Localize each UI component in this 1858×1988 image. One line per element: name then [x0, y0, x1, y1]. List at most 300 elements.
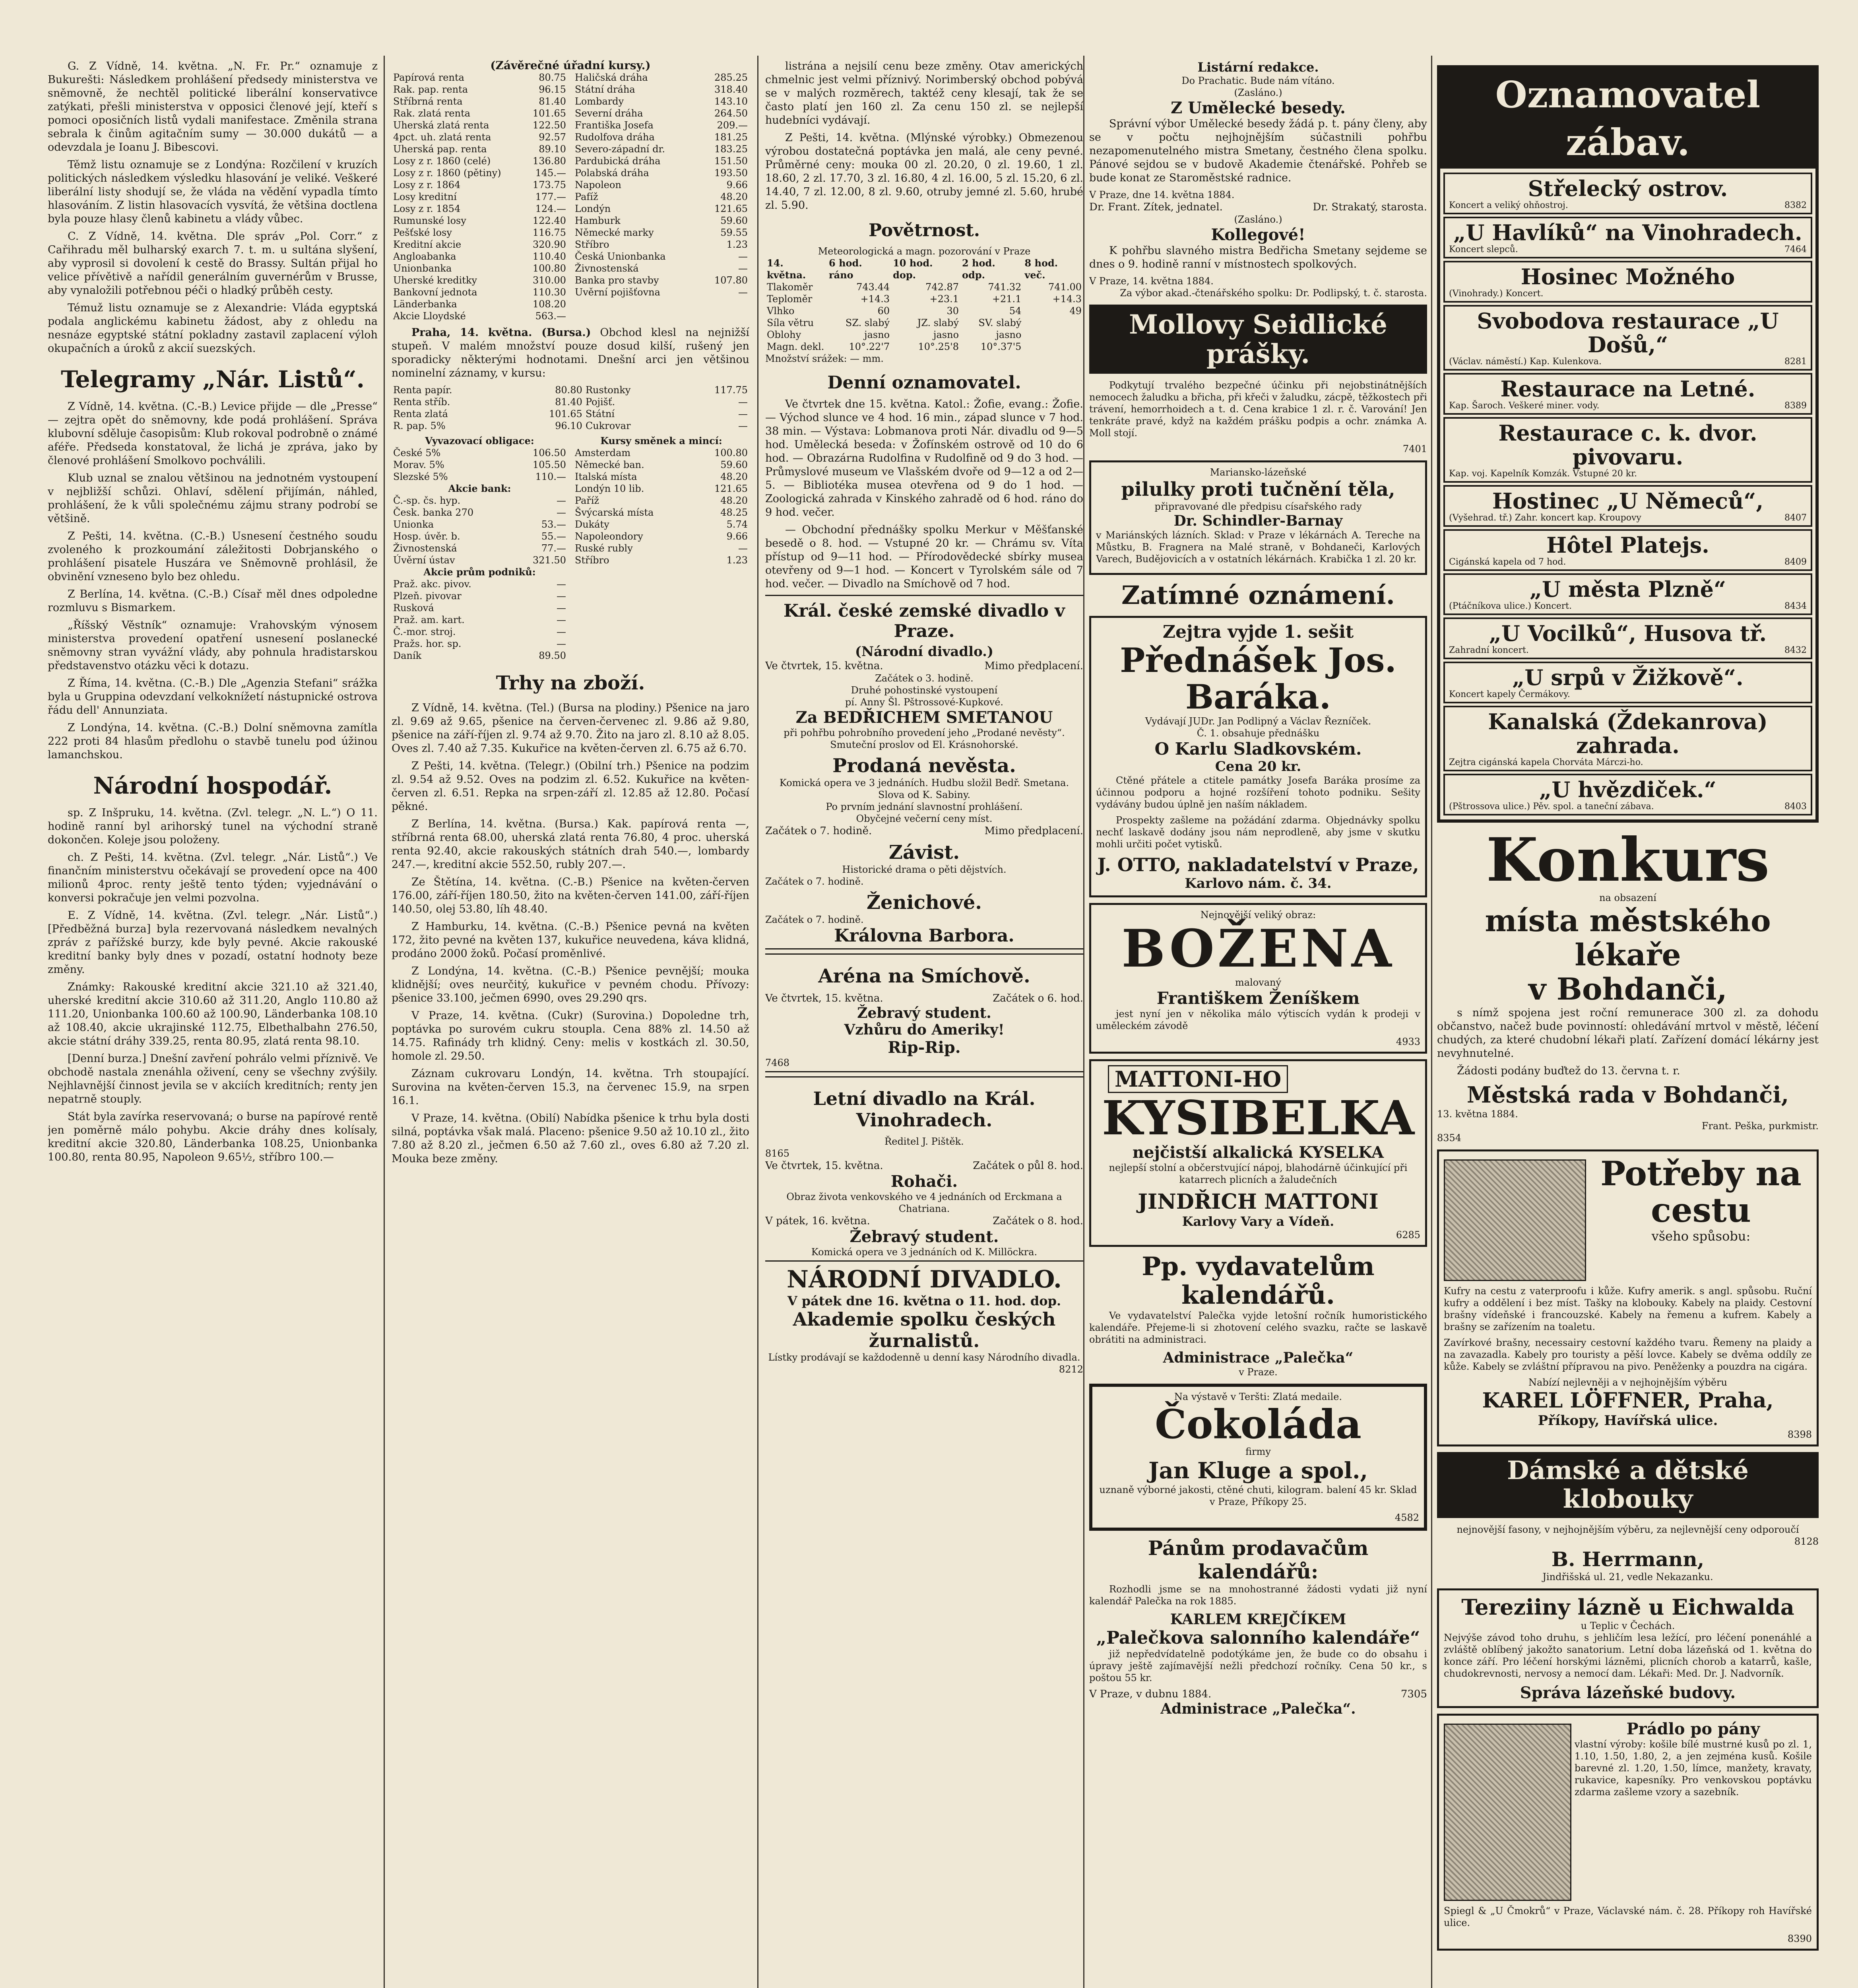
- news-paragraph: Z Pešti, 14. května. (C.-B.) Usnesení čestného soudu zvoleného k prozkoumání záležitosti Dobrjanského o prohlášení pisatele Huszára ve Sněmovně prohlásil, že obvinění vzneseno bylo bez ohledu.: [48, 530, 378, 583]
- weather-cell: JZ. slabý: [917, 317, 959, 328]
- pills-doctor: Dr. Schindler-Barnay: [1173, 513, 1343, 529]
- table-cell: 181.25: [714, 132, 748, 143]
- table-cell: Německé marky: [575, 227, 654, 238]
- table-cell: —: [557, 579, 566, 590]
- vinohrady-date: Ve čtvrtek, 15. května.: [765, 1160, 883, 1172]
- karlem-text: již nepředvídatelně podotýkáme jen, že bude co do obsahu i úpravy ještě zajímavější nežli předchozí ročníky. Cena 50 kr., s poštou 55 kr.: [1089, 1648, 1427, 1683]
- market-paragraph: V Praze, 14. května. (Cukr) (Surovina.) Dopoledne trh, poptávka po surovém cukru stoupla. Cena 88% zl. 14.50 až 14.75. Rafinády trh klidný. Ceny: melis v kostkách zl. 30.50, homole zl. 29.50.: [392, 1010, 749, 1062]
- sent-place: V Praze, 14. května 1884.: [1089, 276, 1214, 287]
- entertainment-item-title: Hôtel Platejs.: [1546, 532, 1709, 558]
- economy-heading: Národní hospodář.: [93, 772, 332, 799]
- konkurs-text: s nímž spojena jest roční remunerace 300 zl. za dohodu občanstvo, načež bude povinností: ohledávání mrtvol v městě, léčení chudých, za které chudobní lékaři platí. Zařízení domácí lékárny jest nevyhnutelné.: [1437, 1007, 1819, 1060]
- market-paragraph: V Praze, 14. května. (Obilí) Nabídka pšenice k trhu byla dosti silná, poptávka však malá. Placeno: pšenice 9.50 až 10.10 zl., žito 7.80 až 8.20 zl., ječmen 6.50 až 7.60 zl., oves 6.80 až 7.20 zl. Mouka beze změny.: [392, 1112, 749, 1165]
- table-cell: 106.50: [533, 447, 566, 458]
- weather-cell: SZ. slabý: [845, 317, 890, 328]
- table-row: [392, 131, 568, 143]
- news-paragraph: E. Z Vídně, 14. května. (Zvl. telegr. „Nár. Listů“.) [Předběžná burza] byla rezervovaná následkem nevalných zpráv z pařížské burzy, kde byly pevné. Akcie rakouské kreditní banky byly dnes v pozadí, ostatní hodnoty beze změny.: [48, 909, 378, 976]
- table-row: [392, 384, 749, 396]
- table-cell: 48.20: [720, 495, 748, 506]
- entertainment-item-sub-row: [1449, 357, 1807, 367]
- table-cell: Úvěrní ústav: [393, 555, 455, 566]
- table-cell: Banka pro stavby: [575, 275, 659, 286]
- news-paragraph: Klub uznal se znalou většinou na jednotném vystoupení v nejbližší schůzi. Ohlaví, sdělení přijímán, náhled, prohlášení, že k vůli společnému zájmu strany podrobí se většině.: [48, 472, 378, 525]
- entertainment-item-title: Restaurace c. k. dvor. pivovaru.: [1498, 420, 1757, 470]
- pills-ad: [1089, 460, 1427, 575]
- table-row: [573, 72, 749, 83]
- table-row: [392, 447, 568, 459]
- editorial-text: Do Prachatic. Bude nám vítáno.: [1181, 75, 1335, 86]
- table-cell: 122.40: [533, 215, 566, 226]
- closing-rates-table: [392, 72, 749, 322]
- lectures-topic: O Karlu Sladkovském.: [1154, 739, 1362, 759]
- table-cell: Losy z r. 1864: [393, 179, 461, 190]
- table-row: [573, 250, 749, 262]
- market-paragraph: Záznam cukrovaru Londýn, 14. května. Trh stoupající. Surovina na květen-červen 15.3, na červenec 15.9, na srpen 16.1.: [392, 1068, 749, 1107]
- industry-heading: Akcie prům podniků:: [423, 566, 536, 578]
- weather-row: [765, 329, 1083, 341]
- hats-text: nejnovější fasony, v nejhojnějším výběru, za nejlevnější ceny odporoučí: [1457, 1524, 1799, 1535]
- wash-seller: Spiegl & „U Čmokrů“ v Praze, Václavské nám. č. 28. Příkopy roh Havířské ulice.: [1444, 1905, 1812, 1928]
- news-paragraph: Z Londýna, 14. května. (C.-B.) Dolní sněmovna zamítla 222 proti 84 hlasům předlohu o stavbě tunelu pod úžinou lamanchskou.: [48, 722, 378, 761]
- news-paragraph: C. Z Vídně, 14. května. Dle správ „Pol. Corr.“ z Cařihradu měl bulharský exarch 7. t. m. u sultána slyšení, aby vyprosil si dovolení k cestě do Brassy. Sultán přijal ho velice přívětivě a nařídil generálním guvernérům v Brusse, aby vynaložili potřebnou péči o hladký průběh cesty.: [48, 230, 378, 297]
- entertainment-item-sub-row: [1449, 513, 1807, 523]
- table-cell: 48.20: [720, 191, 748, 202]
- ad-id: 8434: [1784, 601, 1807, 611]
- entertainment-item-sub-row: [1449, 802, 1807, 812]
- weather-row: [765, 281, 1083, 293]
- kysibelka-address: Karlovy Vary a Vídeň.: [1182, 1214, 1334, 1229]
- table-row: [392, 495, 568, 507]
- misc-paragraph: listrána a nejsilí cenu beze změny. Otav amerických chmelnic jest velmi příznivý. Norimberský obchod pobývá se v malých rozměrech, taktéž ceny klesají, tak že se často platí jen 160 zl. Za cenu 150 zl. se nejlepší hudebníci vydávají.: [765, 60, 1083, 126]
- news-paragraph: Z Říma, 14. května. (C.-B.) Dle „Agenzia Stefani“ srážka byla u Gruppina odevzdaní velkoknížetí nástupnické ostrova řádu dell' Annunziata.: [48, 677, 378, 716]
- moll-title: Mollovy Seidlické prášky.: [1129, 309, 1387, 369]
- table-cell: 110.—: [535, 471, 566, 482]
- konkurs-sign: Frant. Peška, purkmistr.: [1701, 1120, 1819, 1132]
- table-cell: 92.57: [539, 132, 566, 143]
- table-row: [573, 167, 749, 179]
- sent-title: Kollegové!: [1211, 225, 1305, 244]
- column-ads: [1089, 60, 1427, 1988]
- konkurs-title: Konkurs: [1486, 825, 1770, 895]
- ad-id: 8398: [1787, 1429, 1812, 1440]
- ad-id: 8407: [1784, 513, 1807, 523]
- entertainment-item-sub: Cigánská kapela od 7 hod.: [1449, 557, 1566, 567]
- daily-paragraph: Ve čtvrtek dne 15. května. Katol.: Žofie, evang.: Žofie. — Východ slunce ve 4 hod. 16 min., západ slunce v 7 hod. 38 min. — Výstava: Lobmanova proti Nár. divadlu od 9—5 hod. Umělecká beseda: v Žofínském ostrově od 10 do 6 hod. — Obrazárna Rudolfina v Rudolfině od 9 do 3 hod. — Průmyslové museum ve Vlašském dvoře od 9—12 a od 2—5. — Bibliotéka musea otevřena od 9 do 1 hod. — Zoologická zahrada v Kinského zahradě od 6 hod. ráno do 9 hod. večer.: [765, 398, 1083, 518]
- smetana-memory-text: při pohřbu pohrobního provedení jeho „Prodané nevěsty“. Smuteční proslov od El. Krásnohorské.: [784, 727, 1065, 750]
- vinohrady-date: V pátek, 16. května.: [765, 1215, 870, 1227]
- table-cell: Akcie Lloydské: [393, 311, 466, 322]
- lectures-ad: [1089, 616, 1427, 897]
- smichov-play: Rip-Rip.: [888, 1038, 961, 1057]
- entertainment-item-sub-row: [1449, 200, 1807, 210]
- vinohrady-heading: Letní divadlo na Král. Vinohradech.: [813, 1088, 1036, 1131]
- table-row: [392, 107, 568, 119]
- table-cell: —: [557, 614, 566, 625]
- table-row: [392, 626, 568, 638]
- ad-id: 8432: [1784, 645, 1807, 655]
- table-cell: 53.—: [541, 519, 566, 530]
- table-row: [573, 542, 749, 554]
- entertainment-item: [1443, 305, 1812, 371]
- table-cell: Praž. akc. pivov.: [393, 579, 471, 590]
- sent-place: V Praze, dne 14. května 1884.: [1089, 189, 1235, 200]
- wash-text: vlastní výroby: košile bílé mustrné kusů po zl. 1, 1.10, 1.50, 1.80, 2, a jen zejména kusů. Košile barevné zl. 1.20, 1.50, límce, manžety, kravaty, rukavice, kapesníky. Pro venkovskou poptávku zdarma zašleme vzory a sazebník.: [1574, 1739, 1812, 1798]
- market-paragraph: Z Berlína, 14. května. (Bursa.) Kak. papírová renta —, stříbrná renta 68.00, uherská zlatá renta 76.80, 4 proc. uherská renta 92.40, akcie rakouských státních drah 540.—, lombardy 247.—, kreditní akcie 552.50, rubly 207.—.: [392, 818, 749, 871]
- entertainment-item: [1443, 662, 1812, 703]
- table-cell: 96.15: [539, 84, 566, 95]
- table-row: [392, 542, 568, 554]
- table-row: [573, 286, 749, 298]
- rates-table-left: [392, 72, 568, 322]
- table-cell: Rak. pap. renta: [393, 84, 468, 95]
- market-paragraph: Z Londýna, 14. května. (C.-B.) Pšenice pevnější; mouka klidnější; oves neurčitý, kukuřice v pevném chodu. Přívozy: pšenice 33.100, ječmen 6990, oves 29.290 qrs.: [392, 965, 749, 1004]
- entertainment-item-sub: Kap. Šaroch. Veškeré miner. vody.: [1449, 401, 1600, 411]
- weather-header-row: [765, 257, 1083, 281]
- weather-cell: Síla větru: [767, 317, 814, 328]
- kysibelka-top: MATTONI-HO: [1108, 1065, 1288, 1093]
- table-cell: Živnostenská: [575, 263, 639, 274]
- table-cell: 59.60: [720, 215, 748, 226]
- column-rule: [757, 56, 758, 1988]
- kysibelka-text: nejlepší stolní a občerstvující nápoj, blahodárně účinkující při katarrech plicních a žaludečních: [1109, 1162, 1408, 1185]
- kysibelka-seller: JINDŘICH MATTONI: [1138, 1190, 1379, 1214]
- table-cell: 143.10: [714, 96, 748, 107]
- table-cell: Rustonky: [585, 384, 631, 396]
- table-cell: Rusková: [393, 602, 434, 613]
- entertainment-item-title: „U Vocilků“, Husova tř.: [1489, 621, 1767, 646]
- table-cell: Losy z r. 1854: [393, 203, 461, 214]
- news-paragraph: sp. Z Inšpruku, 14. května. (Zvl. telegr. „N. L.“) O 11. hodině ranní byl arihorský tunel na východní straně dokončen. Koleje jsou položeny.: [48, 807, 378, 846]
- table-row: [573, 203, 749, 215]
- entertainment-item: [1443, 173, 1812, 214]
- weather-cell: Magn. dekl.: [767, 341, 824, 352]
- table-row: [392, 274, 568, 286]
- table-row: [392, 518, 568, 530]
- table-cell: —: [557, 602, 566, 613]
- weather-header-cell: 2 hod. odp.: [962, 257, 995, 281]
- table-cell: Švýcarská místa: [575, 507, 654, 518]
- market-paragraph: Z Pešti, 14. května. (Telegr.) (Obilní trh.) Pšenice na podzim zl. 9.54 až 9.52. Oves na podzim zl. 6.52. Kukuřice na květen-červen zl. 6.51. Repka na srpen-září zl. 12.85 až 12.80. Počasí pěkné.: [392, 760, 749, 813]
- hats-title: Dámské a dětské klobouky: [1507, 1456, 1749, 1514]
- table-cell: Severní dráha: [575, 108, 643, 119]
- prague-bourse-heading: Praha, 14. května. (Bursa.): [411, 326, 591, 339]
- play-title: Ženichové.: [867, 891, 982, 914]
- entertainment-item: [1443, 217, 1812, 258]
- hats-seller: B. Herrmann,: [1551, 1547, 1705, 1571]
- weather-cell: Vlhko: [767, 305, 795, 316]
- play-start: Začátek o 7. hodině.: [765, 914, 864, 925]
- table-cell: Severo-západní dr.: [575, 144, 665, 155]
- table-cell: Pešťské losy: [393, 227, 452, 238]
- spa-text: Nejvýše závod toho druhu, s jehličím lesa ležící, pro léčení ponenáhlé a zvláště oblíbený jakožto sanatorium. Letní doba lázeňská od 1. května do konce září. Pro léčení horskými lázněmi, plicních chorob a katarrů, kašle, chudokrevnosti, nervosy a nemocí dam. Lékaři: Med. Dr. J. Nadvorník.: [1444, 1632, 1812, 1679]
- table-row: [392, 298, 568, 310]
- table-cell: Renta papír.: [393, 384, 452, 396]
- smichov-play: Žebravý student.: [857, 1005, 991, 1021]
- ad-id: 8390: [1787, 1933, 1812, 1944]
- table-row: [392, 215, 568, 227]
- pills-text: v Mariánských lázních. Sklad: v Praze v lékárnách A. Tereche na Můstku, B. Fragnera na Malé straně, v Bohdaneči, Karlových Varech, Budějovicích a v ostatních lékárnách. Krabička 1 zl. 20 kr.: [1096, 530, 1420, 565]
- editorial-heading: Listární redakce.: [1197, 60, 1319, 75]
- table-row: [573, 507, 749, 518]
- moll-text: Podkytují trvalého bezpečné účinku při nejobstinátnějších nemocech žaludku a břicha, při křeči v žaludku, zácpě, těžkostech při trávení, hemorrhoidech a t. d. Cena krabice 1 zl. r. č. Varování! Jen tenkráte pravé, když na každém prášku podpis a ochr. známka A. Moll stojí.: [1089, 380, 1427, 439]
- fx-heading: Kursy směnek a mincí:: [600, 435, 722, 447]
- moll-ad: [1089, 305, 1427, 374]
- entertainment-item-sub-row: [1449, 689, 1807, 699]
- table-row: [392, 119, 568, 131]
- table-row: [573, 131, 749, 143]
- table-cell: Státní dráha: [575, 84, 635, 95]
- weather-cell: 742.87: [925, 282, 959, 293]
- entertainment-item-sub: (Vyšehrad. tř.) Zahr. koncert kap. Kroupovy: [1449, 513, 1641, 523]
- weather-cell: jasno: [933, 329, 959, 340]
- news-paragraph: Těmž listu oznamuje se z Londýna: Rozčilení v kruzích politických následkem výsledku hlasování je veliké. Veškeré liberální listy shodují se, že vláda na vědění vypadla tímto hlasováním. Z listin hlasovacích vysvítá, že většina doctlena byla pouze hlasy členů kabinetu a vlády vůbec.: [48, 159, 378, 225]
- entertainment-item-sub-row: [1449, 557, 1807, 567]
- table-cell: Losy z r. 1860 (pětiny): [393, 167, 501, 179]
- table-cell: Losy z r. 1860 (celé): [393, 155, 491, 167]
- table-cell: 81.40: [539, 96, 566, 107]
- hats-address: Jindřišská ul. 21, vedle Nekazanku.: [1542, 1571, 1713, 1582]
- table-row: [573, 518, 749, 530]
- table-cell: Ruské rubly: [575, 543, 633, 554]
- lectures-sub: Vydávají JUDr. Jan Podlipný a Václav Řezníček.: [1145, 716, 1371, 727]
- calendar-text: Ve vydavatelství Palečka vyjde letošní ročník humoristického kalendáře. Přejeme-li si zhotovení celého svazku, račte se laskavě obrátiti na administraci.: [1089, 1310, 1427, 1345]
- table-row: [392, 262, 568, 274]
- column-entertainment: [1437, 60, 1819, 1988]
- entertainment-item-title: Kanalská (Ždekanrova) zahrada.: [1488, 709, 1768, 758]
- table-row: [392, 95, 568, 107]
- table-cell: —: [738, 420, 748, 431]
- table-cell: 55.—: [541, 531, 566, 542]
- table-cell: Paříž: [575, 495, 599, 506]
- pills-main: pilulky proti tučnění těla,: [1121, 478, 1395, 501]
- table-cell: 1.23: [726, 555, 748, 566]
- table-row: [392, 72, 568, 83]
- ad-id: 7468: [765, 1057, 790, 1068]
- weather-cell: 10°.37'5: [980, 341, 1022, 352]
- table-row: [392, 590, 568, 602]
- table-row: [573, 119, 749, 131]
- table-cell: Uherská pap. renta: [393, 144, 487, 155]
- play-note: Obyčejné večerní ceny míst.: [856, 813, 993, 824]
- konkurs-date: 13. května 1884.: [1437, 1109, 1518, 1120]
- sales-heading: Pánům prodavačům kalendářů:: [1148, 1536, 1369, 1583]
- karlem-place: V Praze, v dubnu 1884.: [1089, 1688, 1212, 1700]
- sent-label: (Zasláno.): [1234, 87, 1282, 98]
- table-cell: 108.20: [533, 299, 566, 310]
- table-row: [573, 483, 749, 495]
- table-cell: 151.50: [714, 155, 748, 167]
- calendar-city: v Praze.: [1239, 1367, 1278, 1378]
- table-cell: Renta zlatá: [393, 408, 448, 419]
- table-cell: 77.—: [541, 543, 566, 554]
- table-cell: 100.80: [533, 263, 566, 274]
- table-cell: 89.50: [539, 650, 566, 661]
- table-cell: Dukáty: [575, 519, 609, 530]
- travel-seller: KAREL LÖFFNER, Praha,: [1482, 1388, 1774, 1413]
- table-row: [392, 602, 568, 614]
- spa-ad: [1437, 1588, 1819, 1708]
- table-cell: Bankovní jednota: [393, 287, 477, 298]
- market-paragraph: Z Vídně, 14. května. (Tel.) (Bursa na plodiny.) Pšenice na jaro zl. 9.69 až 9.65, pšenice na červen-červenec zl. 9.86 až 9.80, pšenice na září-říjen zl. 9.74 až 9.70. Žito na jaro zl. 8.10 až 8.05. Oves zl. 7.40 až 7.35. Kukuřice na květen-červen zl. 6.75 až 6.70.: [392, 702, 749, 755]
- table-cell: Česk. banka 270: [393, 507, 474, 518]
- weather-cell: 741.00: [1048, 282, 1082, 293]
- table-row: [392, 310, 568, 322]
- news-paragraph: Stát byla zavírka reservovaná; o burse na papírové rentě jen poměrně málo pohybu. Akcie dráhy dnes kolísaly, kreditní akcie 320.80, Länderbanka 108.25, Unionbanka 100.80, renta 80.95, Napoleon 9.65½, stříbro 100.—: [48, 1110, 378, 1163]
- entertainment-item-title: Restaurace na Letné.: [1500, 376, 1755, 402]
- entertainment-item: [1443, 706, 1812, 771]
- weather-cell: 10°.22'7: [849, 341, 890, 352]
- table-cell: České 5%: [393, 447, 441, 458]
- column-rule: [1431, 56, 1432, 1988]
- ad-id: 7401: [1402, 443, 1427, 454]
- table-row: [392, 638, 568, 650]
- weather-cell: Oblohy: [767, 329, 801, 340]
- sent-text: K pohřbu slavného mistra Bedřicha Smetany sejdeme se dnes o 9. hodině ranní v místnostech spolkových.: [1089, 245, 1427, 270]
- table-cell: —: [557, 507, 566, 518]
- smichov-date: Ve čtvrtek, 15. května.: [765, 992, 883, 1004]
- konkurs-text: Žádosti podány buďtež do 13. června t. r.: [1457, 1065, 1680, 1077]
- table-cell: Kreditní akcie: [393, 239, 462, 250]
- table-row: [573, 107, 749, 119]
- table-cell: Německé ban.: [575, 459, 644, 470]
- misc-paragraph: Z Pešti, 14. května. (Mlýnské výrobky.) Obmezenou výrobou dostatečná poptávka jen malá, ale ceny pevné. Průměrné ceny: mouka 00 zl. 20.20, 0 zl. 19.60, 1 zl. 18.60, 2 zl. 17.70, 3 zl. 16.80, 4 zl. 16.00, 5 zl. 15.20, 6 zl. 14.40, 7 zl. 12.00, 8 zl. 9.60, otruby jemné zl. 5.60, hrubé zl. 5.90.: [765, 132, 1083, 212]
- entertainment-item-sub: Koncert kapely Čermákovy.: [1449, 689, 1570, 699]
- lectures-publisher: J. OTTO, nakladatelství v Praze,: [1097, 854, 1419, 876]
- table-row: [392, 408, 749, 420]
- obligations-heading: Vyvazovací obligace:: [425, 435, 534, 447]
- weather-cell: 10°.25'8: [918, 341, 959, 352]
- entertainment-item-sub: Kap. voj. Kapelník Komzák. Vstupné 20 kr.: [1449, 469, 1637, 479]
- konkurs-main: místa městského lékaře: [1485, 903, 1771, 973]
- table-cell: Londýn: [575, 203, 611, 214]
- weather-header-cell: 8 hod. več.: [1024, 257, 1058, 281]
- table-row: [392, 239, 568, 250]
- travel-title: Potřeby na cestu: [1600, 1154, 1802, 1230]
- sent-sign: Dr. Strakatý, starosta.: [1313, 201, 1427, 213]
- play-title: Prodaná nevěsta.: [832, 755, 1016, 777]
- temp-heading: Zatímné oznámení.: [1121, 580, 1395, 610]
- karlem-admin: Administrace „Palečka“.: [1160, 1701, 1356, 1717]
- table-cell: R. pap. 5%: [393, 420, 446, 431]
- table-cell: Unionbanka: [393, 263, 452, 274]
- weather-cell: +23.1: [929, 293, 959, 305]
- entertainment-item: [1443, 617, 1812, 659]
- entertainment-item-sub-row: [1449, 401, 1807, 411]
- trunk-illustration: [1444, 1159, 1586, 1281]
- theatre-royal-heading: Král. české zemské divadlo v Praze.: [783, 601, 1065, 641]
- national-date: V pátek dne 16. května o 11. hod. dop.: [787, 1293, 1061, 1309]
- theatre-date: Ve čtvrtek, 15. května.: [765, 660, 883, 672]
- chocolate-name: Jan Kluge a spol.,: [1148, 1458, 1368, 1484]
- table-cell: 96.10: [555, 420, 582, 431]
- markets-heading: Trhy na zboží.: [496, 672, 645, 694]
- spa-sub: u Teplic v Čechách.: [1581, 1620, 1675, 1631]
- table-cell: Plzeň. pivovar: [393, 590, 462, 602]
- vinohrady-director: Ředitel J. Pištěk.: [884, 1136, 964, 1147]
- table-cell: 100.80: [714, 447, 748, 458]
- theatre-intro: Druhé pohostinské vystoupení: [851, 685, 998, 696]
- chocolate-firm: firmy: [1245, 1446, 1271, 1457]
- ad-id: 4582: [1394, 1512, 1419, 1523]
- table-cell: Papírová renta: [393, 72, 464, 83]
- table-cell: 9.66: [726, 179, 748, 190]
- table-cell: 9.66: [726, 531, 748, 542]
- vinohrady-play: Rohači.: [890, 1172, 958, 1191]
- table-cell: 48.20: [720, 471, 748, 482]
- table-cell: 80.80: [555, 384, 582, 396]
- daily-heading: Denní oznamovatel.: [827, 373, 1021, 393]
- bourse-subtables: [392, 435, 749, 662]
- calendar-admin: Administrace „Palečka“: [1163, 1349, 1354, 1366]
- table-cell: 110.30: [533, 287, 566, 298]
- table-cell: Haličská dráha: [575, 72, 648, 83]
- kysibelka-title: KYSIBELKA: [1102, 1090, 1414, 1145]
- table-row: [392, 650, 568, 662]
- closing-rates-heading: (Závěrečné úřadní kursy.): [490, 60, 651, 72]
- theatre-guest: pí. Anny Šl. Pštrossové-Kupkové.: [845, 697, 1004, 708]
- news-paragraph: [Denní burza.] Dnešní zavření pohrálo velmi příznivě. Ve obchodě nastala znenáhla oživení, ceny se všechny zvýšily. Nejhlavnější činnost jevila se v akciích kreditních; renty jen nepatrně stouply.: [48, 1052, 378, 1105]
- table-cell: —: [738, 396, 748, 408]
- chocolate-top: Na výstavě v Teršti: Zlatá medaile.: [1174, 1391, 1342, 1402]
- entertainment-item: [1443, 261, 1812, 303]
- theatre-royal-subheading: (Národní divadlo.): [855, 644, 994, 660]
- sent-title: Z Umělecké besedy.: [1171, 99, 1346, 117]
- weather-row: [765, 341, 1083, 353]
- table-cell: —: [738, 408, 748, 419]
- table-cell: Daník: [393, 650, 422, 661]
- lectures-text: Prospekty zašleme na požádání zdarma. Objednávky spolku nechť laskavě dodány jsou nám neprodleně, aby jsme v skutku mohli určiti počet vytisků.: [1096, 815, 1420, 850]
- table-row: [392, 420, 749, 432]
- table-cell: Pražs. hor. sp.: [393, 638, 462, 649]
- entertainment-item-title: Hostinec „U Němeců“,: [1492, 488, 1764, 514]
- ad-id: 8128: [1794, 1536, 1819, 1547]
- table-row: [392, 203, 568, 215]
- bozena-ad: [1089, 903, 1427, 1054]
- column-rule: [384, 56, 385, 1988]
- table-cell: Renta stříb.: [393, 396, 450, 408]
- table-cell: 5.74: [726, 519, 748, 530]
- weather-cell: jasno: [864, 329, 890, 340]
- table-row: [392, 614, 568, 626]
- table-cell: Uherské kreditky: [393, 275, 477, 286]
- table-row: [392, 471, 568, 483]
- table-cell: Hamburk: [575, 215, 621, 226]
- weather-table: [765, 257, 1083, 353]
- pills-sub: připravované dle předpisu císařského rady: [1154, 501, 1362, 512]
- news-paragraph: Z Vídně, 14. května. (C.-B.) Levice přijde — dle „Presse“ — zejtra opět do sněmovny, kde podá prohlášení. Správa klubovní sděluje časopisům: Klub rokoval podrobně o známé aféře. Předseda konstatoval, že lichá je zpráva, jako by členové prohlášení Smolkovo pochválili.: [48, 400, 378, 467]
- ad-id: 7305: [1400, 1688, 1427, 1700]
- sent-text: Správní výbor Umělecké besedy žádá p. t. pány členy, aby se v počtu nejhojnějším súčastnili pohřbu nezapomenutelného mistra Smetany, čestného člena spolku. Pánové sejdou se v budově Akademie čtenářské. Pohřeb se bude konat ze Staroměstské radnice.: [1089, 118, 1427, 184]
- table-cell: 321.50: [533, 555, 566, 566]
- entertainment-list: [1440, 169, 1815, 819]
- bozena-painted: malovaný: [1235, 977, 1282, 988]
- wash-ad: [1437, 1714, 1819, 1951]
- table-row: [392, 250, 568, 262]
- table-cell: Napoleondory: [575, 531, 643, 542]
- table-row: [392, 554, 568, 566]
- travel-address: Příkopy, Havířská ulice.: [1538, 1413, 1718, 1429]
- travel-sub: všeho spůsobu:: [1651, 1229, 1751, 1244]
- table-cell: Uherská zlatá renta: [393, 120, 489, 131]
- entertainment-item-sub-row: [1449, 245, 1807, 254]
- weather-note: Množství srážek: — mm.: [765, 353, 884, 364]
- entertainment-item-sub-row: [1449, 601, 1807, 611]
- play-title: Závist.: [888, 841, 960, 864]
- table-row: [573, 459, 749, 471]
- spa-title: Tereziiny lázně u Eichwalda: [1461, 1594, 1794, 1620]
- weather-subheading: Meteorologická a magn. pozorování v Praze: [818, 246, 1031, 257]
- table-row: [573, 262, 749, 274]
